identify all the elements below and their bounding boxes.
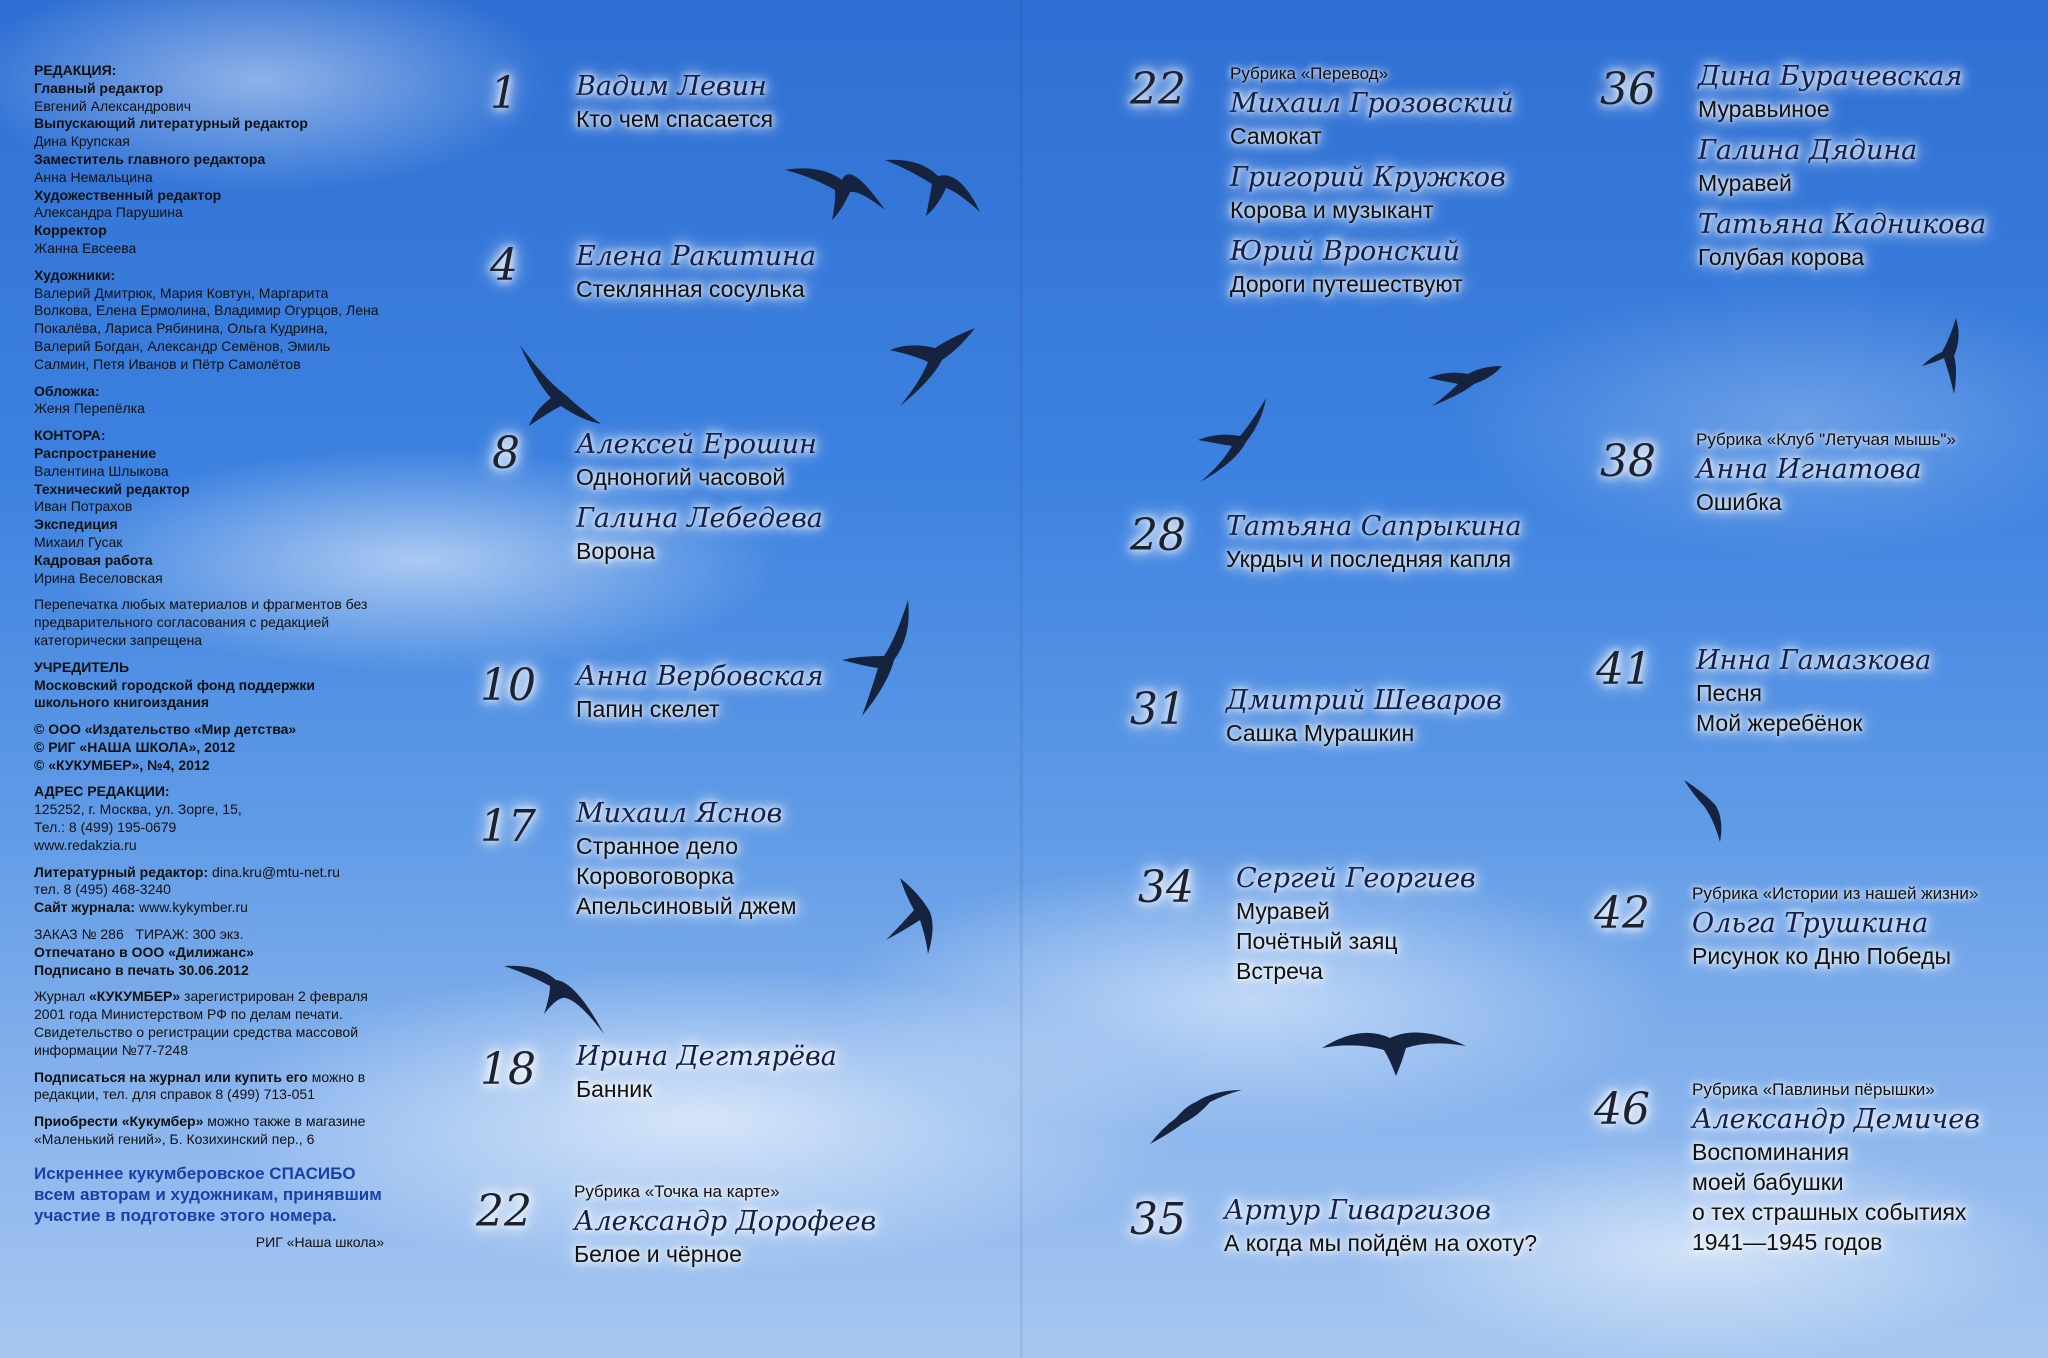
toc-title: 1941—1945 годов (1692, 1229, 1883, 1255)
swift-bird-icon (880, 876, 940, 956)
toc-title: Муравьиное (1698, 96, 1830, 122)
toc-rubric: Рубрика «Павлиньи пёрышки» (1692, 1080, 1935, 1099)
toc-entry[interactable] (490, 70, 773, 134)
toc-entry[interactable] (1138, 862, 1476, 986)
staff-name: Александра Парушина (34, 204, 183, 221)
swift-bird-icon (880, 150, 990, 230)
toc-author: Анна Игнатова (1696, 454, 1922, 485)
staff-role: Заместитель главного редактора (34, 150, 266, 167)
toc-entry[interactable] (480, 1040, 837, 1104)
office-name: Валентина Шлыкова (34, 462, 169, 479)
toc-page-number: 10 (480, 660, 536, 711)
toc-page-number: 31 (1130, 684, 1186, 735)
office-role: Экспедиция (34, 516, 118, 533)
toc-page-number: 22 (1130, 64, 1186, 115)
toc-title: Воспоминания (1692, 1139, 1850, 1165)
toc-title: Песня (1696, 680, 1762, 706)
toc-title: Одноногий часовой (576, 464, 786, 490)
toc-title: Укрдыч и последняя капля (1226, 546, 1512, 572)
toc-entry[interactable] (1130, 684, 1502, 748)
toc-author: Инна Гамазкова (1696, 645, 1932, 676)
registration-notice: Журнал «КУКУМБЕР» зарегистрирован 2 февраля 2001 года Министерством РФ по делам печати. Свидетельство о регистрации средства массовой информации №77-7248 (34, 988, 368, 1058)
toc-title: Самокат (1230, 123, 1322, 149)
toc-entry[interactable] (1130, 64, 1514, 299)
swift-bird-icon (780, 150, 890, 230)
lit-editor-label: Литературный редактор: (34, 863, 209, 880)
toc-author: Юрий Вронский (1230, 236, 1461, 267)
toc-author: Галина Дядина (1698, 135, 1918, 166)
site-link[interactable]: www.kykymber.ru (138, 899, 248, 916)
toc-page-number: 18 (480, 1044, 536, 1095)
toc-rubric: Рубрика «Перевод» (1230, 64, 1389, 83)
toc-title: Сашка Мурашкин (1226, 720, 1415, 746)
imprint-column (34, 62, 384, 1252)
swift-bird-icon (1146, 1086, 1246, 1146)
staff-name: Анна Немальцина (34, 168, 153, 185)
toc-title: А когда мы пойдём на охоту? (1224, 1230, 1538, 1256)
copyright-line: © ООО «Издательство «Мир детства» (34, 721, 297, 738)
toc-title: Рисунок ко Дню Победы (1692, 943, 1952, 969)
toc-entry[interactable] (480, 660, 823, 724)
office-heading: КОНТОРА: (34, 427, 106, 444)
toc-page-number: 35 (1130, 1194, 1186, 1245)
cover-block (34, 383, 384, 419)
staff-role: Художественный редактор (34, 186, 222, 203)
toc-page-number: 1 (490, 68, 518, 119)
toc-author: Татьяна Сапрыкина (1226, 511, 1522, 542)
swift-bird-icon (880, 320, 980, 410)
artists-list: Валерий Дмитрюк, Мария Ковтун, Маргарита Волкова, Елена Ермолина, Владимир Огурцов, Лена Покалёва, Лариса Рябинина, Ольга Кудрина, Валерий Богдан, Александр Семёнов, Эмиль Салмин, Петя Иванов и Пётр Самолётов (34, 284, 379, 372)
editorial-heading: РЕДАКЦИЯ: (34, 62, 117, 78)
office-name: Михаил Гусак (34, 533, 123, 550)
swift-bird-icon (838, 598, 918, 718)
toc-page-number: 4 (490, 240, 518, 291)
toc-entry[interactable] (1594, 1080, 1980, 1257)
toc-title: Встреча (1236, 958, 1323, 984)
staff-role: Выпускающий литературный редактор (34, 115, 308, 132)
toc-page-number: 22 (476, 1186, 532, 1237)
toc-author: Ольга Трушкина (1692, 908, 1929, 939)
toc-author: Сергей Георгиев (1236, 863, 1476, 894)
office-role: Распространение (34, 444, 157, 461)
toc-page-number: 38 (1600, 436, 1656, 487)
thanks-note: Искреннее кукумберовское СПАСИБО всем авторам и художникам, принявшим участие в подготовке этого номера. (34, 1163, 382, 1225)
toc-page-number: 28 (1130, 510, 1186, 561)
toc-author: Алексей Ерошин (576, 429, 817, 460)
toc-author: Анна Вербовская (576, 661, 824, 692)
address-line: Тел.: 8 (499) 195-0679 (34, 819, 177, 836)
toc-author: Григорий Кружков (1230, 162, 1506, 193)
order-line: ЗАКАЗ № 286 ТИРАЖ: 300 экз. (34, 926, 244, 943)
swift-bird-icon (1190, 396, 1270, 486)
toc-page-number: 34 (1138, 862, 1194, 913)
toc-entry[interactable] (1596, 644, 1931, 738)
artists-heading: Художники: (34, 266, 116, 283)
staff-name: Евгений Александрович (34, 97, 192, 114)
founder-block (34, 659, 384, 712)
print-info (34, 926, 384, 979)
toc-title: Папин скелет (576, 696, 720, 722)
copyright-line: © «КУКУМБЕР», №4, 2012 (34, 756, 210, 773)
toc-entry[interactable] (1594, 884, 1978, 971)
toc-author: Ирина Дегтярёва (576, 1041, 837, 1072)
toc-entry[interactable] (1130, 510, 1522, 574)
reprint-notice: Перепечатка любых материалов и фрагментов без предварительного согласования с редакцией категорически запрещена (34, 596, 368, 648)
toc-title: Ворона (576, 538, 656, 564)
swift-bird-icon (1920, 316, 1970, 396)
address-block (34, 783, 384, 854)
founder-name: Московский городской фонд поддержки школьного книгоиздания (34, 676, 315, 711)
toc-title: о тех страшных событиях (1692, 1199, 1967, 1225)
subscribe-notice: Подписаться на журнал или купить его можно в редакции, тел. для справок 8 (499) 713-051 (34, 1068, 366, 1103)
address-line: 125252, г. Москва, ул. Зорге, 15, (34, 801, 242, 818)
toc-title: Апельсиновый джем (576, 893, 797, 919)
toc-page-number: 17 (480, 801, 536, 852)
copyright-block (34, 721, 384, 774)
staff-name: Дина Крупская (34, 133, 130, 150)
toc-author: Елена Ракитина (576, 241, 816, 272)
toc-title: Кто чем спасается (576, 106, 774, 132)
swift-bird-icon (1680, 776, 1730, 846)
toc-title: Белое и чёрное (574, 1241, 742, 1267)
cover-artist: Женя Перепёлка (34, 400, 145, 417)
toc-title: Банник (576, 1076, 653, 1102)
staff-role: Корректор (34, 222, 107, 239)
toc-author: Татьяна Кадникова (1698, 209, 1987, 240)
toc-title: Почётный заяц (1236, 928, 1398, 954)
office-name: Иван Потрахов (34, 498, 133, 515)
address-heading: АДРЕС РЕДАКЦИИ: (34, 783, 170, 800)
buy-notice: Приобрести «Кукумбер» можно также в магазине «Маленький гений», Б. Козихинский пер., 6 (34, 1113, 366, 1148)
page-spine (1020, 0, 1024, 1358)
toc-author: Вадим Левин (576, 71, 767, 102)
office-name: Ирина Веселовская (34, 569, 163, 586)
founder-heading: УЧРЕДИТЕЛЬ (34, 658, 130, 675)
toc-title: Коровоговорка (576, 863, 735, 889)
toc-author: Александр Демичев (1692, 1104, 1980, 1135)
toc-title: Голубая корова (1698, 244, 1865, 270)
toc-title: Мой жеребёнок (1696, 710, 1863, 736)
lit-editor-phone: тел. 8 (495) 468-3240 (34, 881, 171, 898)
toc-page-number: 42 (1594, 888, 1650, 939)
toc-title: Муравей (1698, 170, 1792, 196)
toc-page-number: 8 (492, 428, 520, 479)
signed-line: Подписано в печать 30.06.2012 (34, 961, 249, 978)
editorial-staff (34, 62, 384, 258)
office-role: Технический редактор (34, 480, 190, 497)
toc-entry[interactable] (1600, 60, 1986, 272)
artists-block (34, 267, 384, 374)
contacts-block (34, 864, 384, 917)
toc-entry[interactable] (1600, 430, 1956, 517)
toc-author: Михаил Грозовский (1230, 88, 1514, 119)
toc-rubric: Рубрика «Точка на карте» (574, 1182, 780, 1201)
swift-bird-icon (1426, 360, 1506, 410)
toc-rubric: Рубрика «Клуб "Летучая мышь"» (1696, 430, 1956, 449)
toc-entry[interactable] (476, 1182, 876, 1269)
toc-author: Дмитрий Шеваров (1226, 685, 1502, 716)
cover-heading: Обложка: (34, 382, 100, 399)
toc-title: Стеклянная сосулька (576, 276, 805, 302)
toc-entry[interactable] (490, 240, 816, 304)
toc-entry[interactable] (480, 797, 796, 921)
office-role: Кадровая работа (34, 551, 153, 568)
toc-entry[interactable] (1130, 1194, 1537, 1258)
toc-page-number: 36 (1600, 64, 1656, 115)
toc-rubric: Рубрика «Истории из нашей жизни» (1692, 884, 1979, 903)
printed-line: Отпечатано в ООО «Дилижанс» (34, 943, 254, 960)
site-label: Сайт журнала: (34, 899, 136, 916)
toc-title: Корова и музыкант (1230, 197, 1434, 223)
publisher-signature: РИГ «Наша школа» (255, 1233, 384, 1250)
lit-editor-email[interactable]: dina.kru@mtu-net.ru (212, 863, 340, 880)
swift-bird-icon (1320, 1018, 1470, 1078)
toc-author: Галина Лебедева (576, 503, 823, 534)
toc-entry[interactable] (490, 428, 823, 566)
toc-title: Дороги путешествуют (1230, 271, 1463, 297)
toc-title: Ошибка (1696, 489, 1782, 515)
toc-author: Артур Гиваргизов (1224, 1195, 1491, 1226)
toc-title: Муравей (1236, 898, 1330, 924)
website-link[interactable]: www.redakzia.ru (34, 836, 137, 853)
toc-author: Дина Бурачевская (1698, 61, 1963, 92)
staff-name: Жанна Евсеева (34, 239, 137, 256)
office-block (34, 427, 384, 587)
swift-bird-icon (515, 340, 605, 430)
toc-title: моей бабушки (1692, 1169, 1844, 1195)
copyright-line: © РИГ «НАША ШКОЛА», 2012 (34, 738, 236, 755)
toc-author: Михаил Яснов (576, 798, 783, 829)
swift-bird-icon (500, 956, 610, 1036)
toc-author: Александр Дорофеев (574, 1206, 877, 1237)
toc-title: Странное дело (576, 833, 739, 859)
staff-role: Главный редактор (34, 79, 164, 96)
toc-page-number: 46 (1594, 1084, 1650, 1135)
toc-page-number: 41 (1596, 644, 1652, 695)
